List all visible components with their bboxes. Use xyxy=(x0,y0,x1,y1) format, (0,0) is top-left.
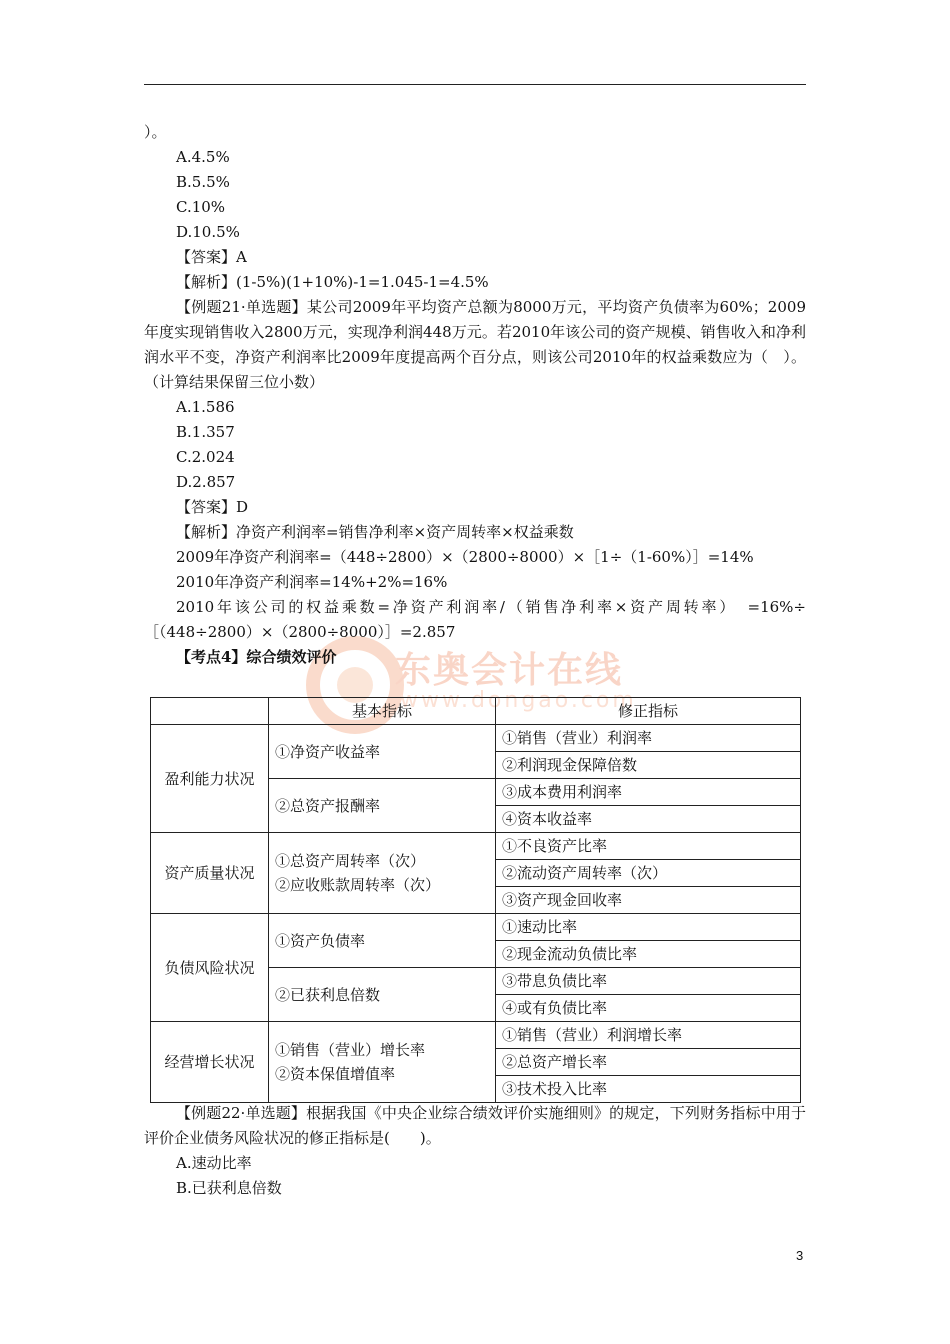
q20-option-b: B.5.5% xyxy=(176,173,230,191)
q22-option-a: A.速动比率 xyxy=(176,1154,252,1172)
modified-indicator: ②现金流动负债比率 xyxy=(496,941,801,968)
q21-option-a: A.1.586 xyxy=(176,398,235,416)
table-header-basic: 基本指标 xyxy=(269,698,496,725)
watermark-name: 东奥会计在线 xyxy=(395,650,624,691)
q20-answer: 【答案】A xyxy=(176,248,247,266)
basic-indicator: ①总资产周转率（次） xyxy=(275,852,426,870)
kpi-table xyxy=(150,697,801,1103)
table-row xyxy=(151,833,801,860)
basic-indicator: ②总资产报酬率 xyxy=(269,779,496,833)
q22-option-b: B.已获利息倍数 xyxy=(176,1179,282,1197)
watermark-url: www.dongao.com xyxy=(400,688,637,713)
q20-analysis: 【解析】(1-5%)(1+10%)-1=1.045-1=4.5% xyxy=(176,273,489,291)
header-rule xyxy=(144,84,806,85)
q21-analysis-1: 【解析】净资产利润率=销售净利率×资产周转率×权益乘数 xyxy=(176,523,574,541)
section-4-title: 【考点4】综合绩效评价 xyxy=(176,648,337,666)
page-content xyxy=(144,120,806,670)
page-number: 3 xyxy=(796,1248,804,1263)
modified-indicator: ②流动资产周转率（次） xyxy=(496,860,801,887)
modified-indicator: ①销售（营业）利润率 xyxy=(496,725,801,752)
table-header-modified: 修正指标 xyxy=(496,698,801,725)
q21-analysis-2: 2009年净资产利润率=（448÷2800）×（2800÷8000）×［1÷（1-60%）］=14% xyxy=(176,548,754,566)
table-row xyxy=(151,914,801,941)
q21-option-c: C.2.024 xyxy=(176,448,235,466)
modified-indicator: ②总资产增长率 xyxy=(496,1049,801,1076)
q22-block xyxy=(144,1101,806,1201)
table-header-empty xyxy=(151,698,269,725)
modified-indicator: ③资产现金回收率 xyxy=(496,887,801,914)
modified-indicator: ①销售（营业）利润增长率 xyxy=(496,1022,801,1049)
table-row xyxy=(151,725,801,752)
modified-indicator: ①速动比率 xyxy=(496,914,801,941)
group-name: 负债风险状况 xyxy=(151,914,269,1022)
modified-indicator: ①不良资产比率 xyxy=(496,833,801,860)
modified-indicator: ③带息负债比率 xyxy=(496,968,801,995)
table-header-row xyxy=(151,698,801,725)
q21-answer: 【答案】D xyxy=(176,498,249,516)
q20-option-a: A.4.5% xyxy=(176,148,230,166)
basic-indicator: ②已获利息倍数 xyxy=(269,968,496,1022)
modified-indicator: ③技术投入比率 xyxy=(496,1076,801,1103)
modified-indicator: ④或有负债比率 xyxy=(496,995,801,1022)
modified-indicator: ③成本费用利润率 xyxy=(496,779,801,806)
q21-option-d: D.2.857 xyxy=(176,473,236,491)
q21-analysis-4: 2010年该公司的权益乘数=净资产利润率/（销售净利率×资产周转率） =16%÷［（448÷2800）×（2800÷8000）］=2.857 xyxy=(144,598,806,641)
modified-indicator: ②利润现金保障倍数 xyxy=(496,752,801,779)
group-name: 资产质量状况 xyxy=(151,833,269,914)
q20-option-d: D.10.5% xyxy=(176,223,240,241)
q20-option-c: C.10% xyxy=(176,198,226,216)
q21-stem: 【例题21·单选题】某公司2009年平均资产总额为8000万元，平均资产负债率为60%；2009年度实现销售收入2800万元，实现净利润448万元。若2010年该公司的资产规模、销售收入和净利润水平不变，净资产利润率比2009年度提高两个百分点，则该公司2010年的权益乘数应为（ ）。（计算结果保留三位小数） xyxy=(144,298,806,391)
q21-option-b: B.1.357 xyxy=(176,423,235,441)
basic-indicator-cell xyxy=(269,1022,496,1103)
table-row xyxy=(151,1022,801,1049)
basic-indicator: ②资本保值增值率 xyxy=(275,1065,396,1083)
group-name: 盈利能力状况 xyxy=(151,725,269,833)
basic-indicator: ①销售（营业）增长率 xyxy=(275,1041,426,1059)
basic-indicator: ②应收账款周转率（次） xyxy=(275,876,441,894)
q22-stem: 【例题22·单选题】根据我国《中央企业综合绩效评价实施细则》的规定，下列财务指标中用于评价企业债务风险状况的修正指标是( )。 xyxy=(144,1104,806,1147)
top-fragment: ）。 xyxy=(144,123,167,141)
basic-indicator: ①资产负债率 xyxy=(269,914,496,968)
modified-indicator: ④资本收益率 xyxy=(496,806,801,833)
q21-analysis-3: 2010年净资产利润率=14%+2%=16% xyxy=(176,573,448,591)
basic-indicator-cell xyxy=(269,833,496,914)
group-name: 经营增长状况 xyxy=(151,1022,269,1103)
basic-indicator: ①净资产收益率 xyxy=(269,725,496,779)
